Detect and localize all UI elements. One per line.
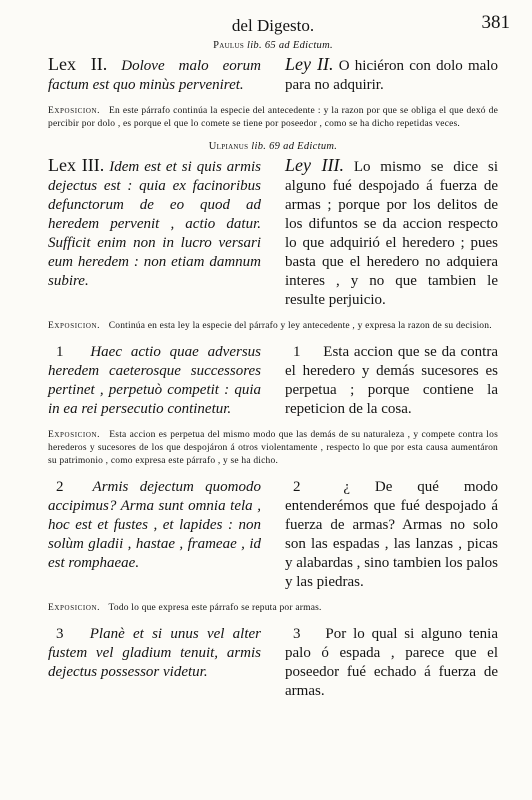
spanish-lead: Ley II. <box>285 54 334 74</box>
latin-lead: Lex II. <box>48 54 108 74</box>
spanish-column <box>285 625 498 701</box>
exposicion-3 <box>48 429 498 468</box>
spanish-column <box>285 55 498 95</box>
latin-column <box>48 625 261 701</box>
exposicion-label: Exposicion. <box>48 321 101 331</box>
spanish-text: Lo mismo se dice si alguno fué despojado á fuerza de armas ; porque por los delitos de los difuntos se da accion respecto lo que adquirió el heredero ; pues basta que el heredero no adquiera interes , y no que tambien le resulte perjuicio. <box>285 159 498 308</box>
spanish-text: Por lo qual si alguno tenia palo ó espada , parece que el poseedor fué echado á fuerza de armas. <box>285 626 499 699</box>
source-author: Ulpianus <box>208 141 249 152</box>
exposicion-2 <box>48 320 498 333</box>
spanish-text: ¿ De qué modo entenderémos que fué despojado á fuerza de armas? Armas no solo son las espadas , las lanzas , picas y alabardas , sino tambien los palos y las piedras. <box>285 479 499 590</box>
exposicion-text: En este párrafo continúa la especie del antecedente : y la razon por que se obliga el que dexó de percibir por dolo , es porque el que lo comete se tiene por poseedor , como se ha dicho repetidas veces. <box>48 106 498 129</box>
source-citation: lib. 69 ad Edictum. <box>251 141 338 152</box>
source-citation-ulpianus <box>48 141 498 152</box>
paragraph-number: 3 <box>293 626 301 642</box>
source-author: Paulus <box>213 40 245 51</box>
spanish-lead: Ley III. <box>285 155 345 175</box>
exposicion-text: Todo lo que expresa este párrafo se reputa por armas. <box>108 603 322 613</box>
lex-2 <box>48 55 498 95</box>
exposicion-text: Esta accion es perpetua del mismo modo que las demás de su naturaleza , y compete contra los herederos y sucesores de los que despojáron á otros violentamente , respecto lo que por esta causa aumentáron su patrimonio , como expresa este párrafo , y se ha dicho. <box>48 430 498 466</box>
source-citation-paulus <box>48 40 498 51</box>
latin-column <box>48 55 261 95</box>
paragraph-number: 1 <box>293 344 301 360</box>
spanish-column <box>285 343 498 419</box>
exposicion-label: Exposicion. <box>48 106 101 116</box>
latin-text: Armis dejectum quomodo accipimus? Arma sunt omnia tela , hoc est et fustes , et lapides : non solùm gladii , hastae , frameae , id est romphaeae. <box>48 479 261 571</box>
latin-column <box>48 156 261 310</box>
latin-column <box>48 478 261 592</box>
book-page <box>48 10 510 701</box>
paragraph-2 <box>48 478 498 592</box>
page-number: 381 <box>481 12 510 33</box>
spanish-column <box>285 478 498 592</box>
paragraph-3 <box>48 625 498 701</box>
exposicion-1 <box>48 105 498 131</box>
lex-3 <box>48 156 498 310</box>
spanish-column <box>285 156 498 310</box>
exposicion-4 <box>48 602 498 615</box>
latin-text: Idem est et si quis armis dejectus est : quia ex facinoribus defunctorum de eo quod ad heredem pervenit , actio datur. Sufficit enim non in lucro versari eum heredem : non etiam damnum subire. <box>48 159 261 289</box>
exposicion-text: Continúa en esta ley la especie del párrafo y ley antecedente , y expresa la razon de su decision. <box>108 321 492 331</box>
paragraph-number: 2 <box>56 479 64 495</box>
paragraph-1 <box>48 343 498 419</box>
latin-text: Planè et si unus vel alter fustem vel gladium tenuit, armis dejectus possessor videtur. <box>48 626 262 680</box>
latin-text: Dolove malo eorum factum est quo minùs perveniret. <box>48 58 261 93</box>
paragraph-number: 1 <box>56 344 64 360</box>
exposicion-label: Exposicion. <box>48 430 101 440</box>
source-citation: lib. 65 ad Edictum. <box>247 40 333 51</box>
paragraph-number: 3 <box>56 626 64 642</box>
latin-text: Haec actio quae adversus heredem caeterosque successores pertinet , perpetuò competit : quia in ea rei persecutio continetur. <box>48 344 261 417</box>
paragraph-number: 2 <box>293 479 301 495</box>
latin-column <box>48 343 261 419</box>
exposicion-label: Exposicion. <box>48 603 101 613</box>
page-header <box>48 10 510 36</box>
latin-lead: Lex III. <box>48 155 105 175</box>
spanish-text: Esta accion que se da contra el heredero y demás sucesores es perpetua ; porque contiene la repeticion de la cosa. <box>285 344 498 417</box>
running-title: del Digesto. <box>231 16 315 35</box>
spanish-text: O hiciéron con dolo malo para no adquirir. <box>285 58 499 93</box>
